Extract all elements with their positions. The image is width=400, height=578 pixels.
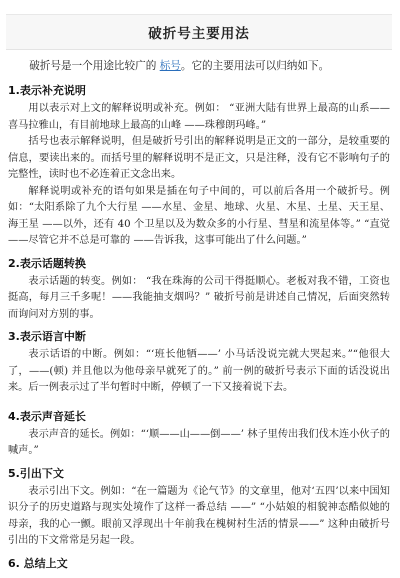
section-heading-2: 2.表示话题转换 [8, 256, 86, 270]
section-1-para-3: 解释说明或补充的语句如果是插在句子中间的，可以前后各用一个破折号。例如：“太阳系除了九个大行星 ——水星、金星、地球、火星、木星、土星、天王星、海王星 ——以外，还有 40 个卫星以及为数众多的小行星、彗星和流星体等。” “直觉——尽管它并不总是可靠的 ——告诉我，这事可能出了什么问题。” [8, 185, 390, 246]
spacer [8, 397, 390, 405]
intro-text-before: 破折号是一个用途比较广的 [29, 60, 157, 72]
section-heading-1: 1.表示补充说明 [8, 84, 86, 97]
section-3-para-1: 表示话语的中断。例如：“‘班长他牺——’ 小马话没说完就大哭起来。”“他很大了，——(顿) 并且他以为他母亲早就死了的。” 前一例的破折号表示下面的话没说出来。后一例表示过了半句暂时中断，停顿了一下又接着说下去。 [8, 349, 390, 393]
section-2-para-1: 表示话题的转变。例如： “我在珠海的公司干得挺顺心。老板对我不错，工资也挺高，每月三千多呢！——我能抽支烟吗？” 破折号前是讲述自己情况，后面突然转而询问对方别的事。 [8, 275, 390, 320]
section-4-para-1: 表示声音的延长。例如：“‘顺——山——倒——’ 林子里传出我们伐木连小伙子的喊声。” [8, 428, 390, 456]
section-1-para-2: 括号也表示解释说明，但是破折号引出的解释说明是正文的一部分，是较重要的信息，要读出来的。而括号里的解释说明不是正文，只是注释，没有它不影响句子的完整性，读时也不必连着正文念出来。 [8, 136, 390, 180]
section-heading-6: 6. 总结上文 [8, 556, 68, 570]
section-heading-5: 5.引出下文 [8, 466, 64, 480]
title-bar [6, 14, 392, 50]
section-heading-4: 4.表示声音延长 [8, 409, 86, 423]
article-body [8, 58, 390, 574]
intro-paragraph [8, 58, 390, 75]
section-1-para-1: 用以表示对上文的解释说明或补充。例如： “亚洲大陆有世界上最高的山系——喜马拉雅山，有目前地球上最高的山峰 ——珠穆朗玛峰。” [8, 103, 390, 131]
biaohao-link[interactable]: 标号 [159, 60, 181, 72]
section-5-para-1: 表示引出下文。例如：“在一篇题为《论气节》的文章里，他对‘五四’以来中国知识分子的历史道路与现实处境作了这样一番总结 ——” “小姑娘的相貌神态酷似她的母亲，我的心一颤。眼前又浮现出十年前我在槐树村生活的情景——” 这种由破折号引出的下文常常是另起一段。 [8, 485, 390, 546]
intro-text-after: 。它的主要用法可以归纳如下。 [180, 60, 330, 72]
page-title: 破折号主要用法 [148, 26, 250, 42]
section-heading-3: 3.表示语言中断 [8, 330, 86, 343]
